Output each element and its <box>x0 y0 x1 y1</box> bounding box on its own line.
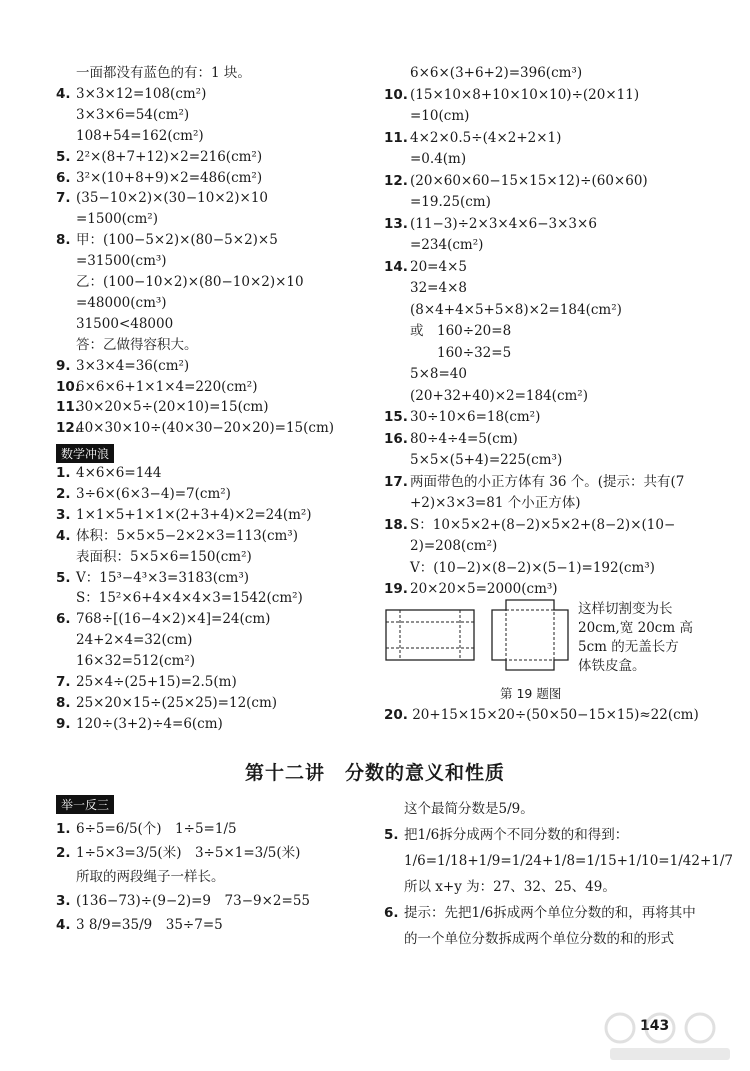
answer-line <box>56 844 300 862</box>
answer-line <box>384 494 581 512</box>
answer-text: 3×3×12=108(cm²) <box>76 85 207 102</box>
answer-text: 32=4×8 <box>410 280 467 296</box>
answer-number: 9. <box>56 357 71 374</box>
answer-line <box>56 169 262 187</box>
answer-line <box>56 485 231 503</box>
answer-line <box>56 148 262 166</box>
answer-text: 体积：5×5×5−2×2×3=113(cm³) <box>76 527 298 544</box>
watermark-logo <box>600 1010 740 1065</box>
answer-number: 3. <box>56 893 71 909</box>
answer-text: 3×3×6=54(cm²) <box>76 106 190 123</box>
answer-line <box>56 610 270 628</box>
answer-line <box>384 258 467 276</box>
answer-text: 5×8=40 <box>410 366 467 382</box>
answer-text: 1/6=1/18+1/9=1/24+1/8=1/15+1/10=1/42+1/7 <box>404 853 733 869</box>
answer-line <box>56 868 225 886</box>
answer-line <box>384 150 466 168</box>
answer-line <box>56 210 158 228</box>
answer-line <box>56 252 167 270</box>
answer-line <box>384 852 733 870</box>
answer-line <box>56 378 257 396</box>
answer-number: 13. <box>384 215 408 232</box>
answer-text: 所以 x+y 为：27、32、25、49。 <box>404 879 616 895</box>
answer-line <box>384 279 467 297</box>
answer-line <box>56 694 277 712</box>
answer-text: 1÷5×3=3/5(米) 3÷5×1=3/5(米) <box>76 845 301 861</box>
answer-text: +2)×3×3=81 个小正方体) <box>410 495 581 511</box>
answer-line <box>56 916 223 934</box>
answer-line <box>384 86 639 104</box>
answer-text: 3÷6×(6×3−4)=7(cm²) <box>76 485 231 502</box>
answer-line <box>384 537 497 555</box>
answer-text: 或 160÷20=8 <box>410 323 512 339</box>
answer-line <box>384 172 648 190</box>
answer-number: 17. <box>384 473 408 490</box>
answer-text: 2)=208(cm²) <box>410 538 498 554</box>
answer-line <box>384 408 540 426</box>
answer-line <box>56 419 334 437</box>
answer-number: 2. <box>56 485 71 502</box>
answer-text: V：(10−2)×(8−2)×(5−1)=192(cm³) <box>410 559 655 576</box>
answer-text: 30÷10×6=18(cm²) <box>410 409 541 425</box>
answer-line <box>56 231 278 249</box>
answer-text: S：15²×6+4×4×4×3=1542(cm²) <box>76 590 303 607</box>
answer-number: 11. <box>56 399 80 416</box>
answer-text: 答：乙做得容积大。 <box>76 336 198 353</box>
answer-text: 2²×(8+7+12)×2=216(cm²) <box>76 148 263 165</box>
answer-line <box>384 344 511 362</box>
answer-number: 3. <box>56 506 71 523</box>
answer-text: 5×5×(5+4)=225(cm³) <box>410 452 563 468</box>
section-tag-examples: 举一反三 <box>56 795 114 814</box>
answer-number: 12. <box>384 172 408 189</box>
answer-text: 提示：先把1/6拆成两个单位分数的和，再将其中 <box>404 905 696 921</box>
answer-text: 768÷[(16−4×2)×4]=24(cm) <box>76 611 271 628</box>
answer-line <box>56 64 251 82</box>
answer-line <box>56 569 249 587</box>
answer-line <box>384 215 597 233</box>
answer-number: 2. <box>56 845 71 861</box>
answer-text: (11−3)÷2×3×4×6−3×3×6 <box>410 215 597 232</box>
answer-line <box>56 820 237 838</box>
answer-text: 40×30×10÷(40×30−20×20)=15(cm) <box>76 420 335 437</box>
answer-number: 8. <box>56 232 71 249</box>
answer-text: 表面积：5×5×6=150(cm²) <box>76 548 252 565</box>
answer-text: 25×4÷(25+15)=2.5(m) <box>76 674 237 690</box>
answer-line <box>384 473 684 491</box>
answer-line <box>384 451 562 469</box>
answer-line <box>56 527 298 545</box>
answer-line-20 <box>384 706 699 724</box>
answer-line <box>384 930 674 948</box>
answer-text: 30×20×5÷(20×10)=15(cm) <box>76 399 269 416</box>
answer-number: 4. <box>56 917 71 933</box>
answer-text: (8×4+4×5+5×8)×2=184(cm²) <box>410 301 622 318</box>
answer-text: =19.25(cm) <box>410 194 491 210</box>
answer-number: 4. <box>56 85 71 102</box>
answer-number: 14. <box>384 258 408 275</box>
answer-number: 4. <box>56 527 71 544</box>
answer-line <box>56 506 312 524</box>
answer-line <box>56 652 195 670</box>
answer-line <box>56 892 310 910</box>
answer-text: 24+2×4=32(cm) <box>76 632 193 649</box>
answer-number: 20. <box>384 707 408 723</box>
answer-number: 12. <box>56 420 80 437</box>
answer-text: 3×3×4=36(cm²) <box>76 357 190 374</box>
answer-number: 10. <box>384 86 408 103</box>
answer-line <box>384 387 588 405</box>
answer-text: =31500(cm³) <box>76 253 167 270</box>
answer-line <box>384 107 469 125</box>
answer-line <box>56 106 189 124</box>
figure-text-line: 体铁皮盒。 <box>578 658 646 674</box>
figure-19-diagram <box>384 596 570 672</box>
answer-number: 16. <box>384 430 408 447</box>
answer-number: 6. <box>384 905 399 921</box>
answer-number: 6. <box>56 169 71 186</box>
answer-text: 甲：(100−5×2)×(80−5×2)×5 <box>76 232 278 249</box>
answer-text: =234(cm²) <box>410 237 484 253</box>
answer-text: 这个最简分数是5/9。 <box>404 801 534 817</box>
answer-text: 120÷(3+2)÷4=6(cm) <box>76 715 223 732</box>
answer-text: 1×1×5+1×1×(2+3+4)×2=24(m²) <box>76 506 312 523</box>
answer-text: 两面带色的小正方体有 36 个。(提示：共有(7 <box>410 473 685 490</box>
answer-text: 6×6×6+1×1×4=220(cm²) <box>76 378 258 395</box>
answer-text: =0.4(m) <box>410 151 467 167</box>
answer-line <box>384 516 675 534</box>
answer-text: 4×2×0.5÷(4×2+2×1) <box>410 129 562 146</box>
answer-line <box>56 673 237 691</box>
answer-text: (20+32+40)×2=184(cm²) <box>410 387 588 404</box>
answer-line <box>56 715 223 733</box>
answer-number: 1. <box>56 821 71 837</box>
answer-line <box>56 398 268 416</box>
page-number: 143 <box>640 1018 670 1034</box>
figure-caption: 第 19 题图 <box>500 686 562 701</box>
answer-line <box>384 800 534 818</box>
answer-line <box>56 294 167 312</box>
answer-number: 10. <box>56 378 80 395</box>
answer-text: 3²×(10+8+9)×2=486(cm²) <box>76 169 263 186</box>
answer-number: 7. <box>56 190 71 207</box>
answer-text: 6×6×(3+6+2)=396(cm³) <box>410 65 583 81</box>
answer-number: 11. <box>384 129 408 146</box>
answer-line <box>56 631 192 649</box>
answer-text: 160÷32=5 <box>410 344 512 361</box>
answer-line <box>56 336 198 354</box>
answer-line <box>56 189 268 207</box>
answer-number: 5. <box>384 827 399 843</box>
answer-number: 5. <box>56 569 71 586</box>
answer-text: (20×60×60−15×15×12)÷(60×60) <box>410 172 648 189</box>
answer-number: 19. <box>384 581 408 597</box>
answer-line <box>384 430 518 448</box>
answer-line <box>384 904 696 922</box>
answer-text: 16×32=512(cm²) <box>76 653 196 670</box>
section-title: 第十二讲 分数的意义和性质 <box>244 762 505 784</box>
answer-text: V：15³−4³×3=3183(cm³) <box>76 569 250 586</box>
answer-line <box>384 301 622 319</box>
answer-text: 所取的两段绳子一样长。 <box>76 869 225 885</box>
answer-line <box>56 85 206 103</box>
section-tag-math-surf: 数学冲浪 <box>56 444 114 463</box>
answer-text: 把1/6拆分成两个不同分数的和得到： <box>404 827 629 843</box>
answer-number: 5. <box>56 148 71 165</box>
answer-line <box>56 273 304 291</box>
answer-number: 6. <box>56 611 71 628</box>
answer-text: 一面都没有蓝色的有：1 块。 <box>76 65 251 81</box>
answer-line <box>56 127 204 145</box>
answer-line <box>56 464 161 482</box>
answer-text: 的一个单位分数拆成两个单位分数的和的形式 <box>404 931 674 947</box>
answer-number: 7. <box>56 674 71 690</box>
answer-line <box>384 322 511 340</box>
answer-text: 4×6×6=144 <box>76 465 162 481</box>
answer-line <box>384 878 616 896</box>
answer-text: 108+54=162(cm²) <box>76 127 204 144</box>
answer-line <box>384 64 582 82</box>
answer-text: 3 8/9=35/9 35÷7=5 <box>76 917 223 933</box>
answer-line <box>56 548 252 566</box>
answer-number: 9. <box>56 715 71 732</box>
answer-line <box>56 589 303 607</box>
answer-number: 8. <box>56 694 71 711</box>
answer-text: =1500(cm²) <box>76 211 158 228</box>
answer-text: (35−10×2)×(30−10×2)×10 <box>76 190 269 207</box>
answer-text: 25×20×15÷(25×25)=12(cm) <box>76 694 278 711</box>
answer-line <box>56 315 173 333</box>
answer-number: 1. <box>56 465 71 481</box>
answer-text: (136−73)÷(9−2)=9 73−9×2=55 <box>76 893 310 909</box>
answer-text: S：10×5×2+(8−2)×5×2+(8−2)×(10− <box>410 516 676 533</box>
answer-text: 80÷4÷4=5(cm) <box>410 430 518 447</box>
answer-text: (15×10×8+10×10×10)÷(20×11) <box>410 86 640 103</box>
answer-line <box>384 559 655 577</box>
figure-text-line: 这样切割变为长 <box>578 601 673 617</box>
answer-text: 20=4×5 <box>410 258 467 275</box>
answer-number: 15. <box>384 409 408 425</box>
answer-line <box>384 193 491 211</box>
answer-line <box>384 365 467 383</box>
figure-text-line: 20cm,宽 20cm 高 <box>578 620 693 636</box>
answer-text: =10(cm) <box>410 108 470 124</box>
answer-text: 乙：(100−10×2)×(80−10×2)×10 <box>76 274 304 290</box>
answer-text: 31500<48000 <box>76 315 174 332</box>
answer-line <box>384 826 628 844</box>
answer-text: 20+15×15×20÷(50×50−15×15)≈22(cm) <box>412 707 699 723</box>
answer-line <box>56 357 189 375</box>
answer-text: =48000(cm³) <box>76 294 167 311</box>
answer-number: 18. <box>384 516 408 533</box>
figure-text-line: 5cm 的无盖长方 <box>578 639 679 655</box>
answer-line <box>384 129 561 147</box>
answer-text: 6÷5=6/5(个) 1÷5=1/5 <box>76 821 237 837</box>
answer-line <box>384 236 483 254</box>
answer-text: 20×20×5=2000(cm³) <box>410 581 558 597</box>
